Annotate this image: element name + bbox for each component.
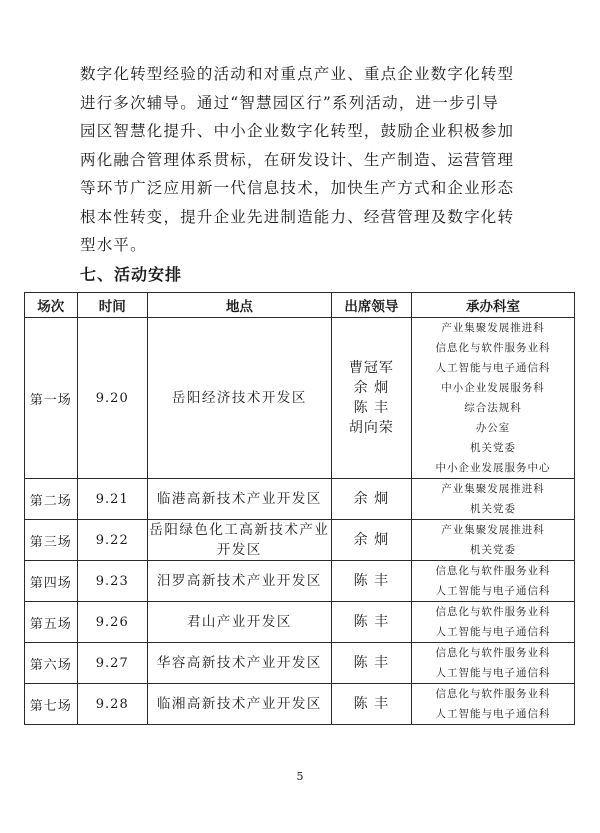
leader-name: 余 炯	[353, 532, 390, 548]
office-name: 信息化与软件服务业科	[435, 342, 551, 354]
page-number: 5	[296, 770, 304, 783]
offices-cell	[411, 643, 574, 684]
header-offices: 承办科室	[411, 293, 574, 318]
office-name: 信息化与软件服务业科	[435, 688, 551, 700]
office-name: 办公室	[475, 422, 511, 434]
paragraph-line: 两化融合管理体系贯标，在研发设计、生产制造、运营管理	[80, 150, 515, 169]
office-name: 产业集聚发展推进科	[441, 322, 545, 334]
session-cell: 第六场	[25, 643, 78, 684]
table-row	[25, 643, 575, 684]
leader-name: 陈 丰	[353, 614, 390, 630]
office-name: 机关党委	[469, 503, 516, 515]
body-paragraph	[80, 60, 540, 260]
office-name: 综合法规科	[464, 402, 522, 414]
session-cell: 第四场	[25, 561, 78, 602]
section-heading: 七、活动安排	[80, 265, 183, 284]
office-name: 信息化与软件服务业科	[435, 565, 551, 577]
leaders-cell	[331, 520, 411, 561]
offices-cell	[411, 318, 574, 479]
paragraph-line: 型水平。	[80, 236, 147, 254]
office-name: 信息化与软件服务业科	[435, 647, 551, 659]
leader-name: 余 炯	[353, 491, 390, 507]
time-cell: 9.20	[77, 318, 148, 479]
table-header-row	[25, 293, 575, 318]
offices-cell	[411, 520, 574, 561]
office-name: 产业集聚发展推进科	[441, 524, 545, 536]
office-name: 人工智能与电子通信科	[435, 667, 551, 679]
time-cell: 9.21	[77, 479, 148, 520]
offices-cell	[411, 684, 574, 725]
leader-name: 陈 丰	[353, 696, 390, 712]
office-name: 人工智能与电子通信科	[435, 585, 551, 597]
leaders-cell	[331, 479, 411, 520]
header-leaders: 出席领导	[331, 293, 411, 318]
leader-name: 陈 丰	[353, 655, 390, 671]
table-row	[25, 602, 575, 643]
paragraph-line: 园区智慧化提升、中小企业数字化转型，鼓励企业积极参加	[80, 122, 515, 140]
table-row	[25, 684, 575, 725]
office-name: 中小企业发展服务中心	[435, 462, 551, 474]
location-cell: 岳阳绿色化工高新技术产业开发区	[148, 520, 332, 561]
paragraph-line: 进行多次辅导。通过“智慧园区行”系列活动，进一步引导	[80, 93, 500, 112]
location-cell: 临港高新技术产业开发区	[148, 479, 332, 520]
table-row	[25, 520, 575, 561]
office-name: 机关党委	[469, 442, 516, 454]
header-time: 时间	[77, 293, 148, 318]
office-name: 中小企业发展服务科	[441, 382, 545, 394]
office-name: 产业集聚发展推进科	[441, 483, 545, 495]
offices-cell	[411, 561, 574, 602]
leader-name: 曹冠军	[348, 360, 394, 376]
time-cell: 9.28	[77, 684, 148, 725]
office-name: 人工智能与电子通信科	[435, 626, 551, 638]
table-row	[25, 479, 575, 520]
location-cell: 临湘高新技术产业开发区	[148, 684, 332, 725]
session-cell: 第五场	[25, 602, 78, 643]
leaders-cell	[331, 602, 411, 643]
header-location: 地点	[148, 293, 332, 318]
time-cell: 9.26	[77, 602, 148, 643]
leader-name: 胡向荣	[348, 420, 394, 436]
schedule-table	[24, 292, 575, 725]
location-cell: 君山产业开发区	[148, 602, 332, 643]
time-cell: 9.23	[77, 561, 148, 602]
table-row	[25, 318, 575, 479]
session-cell: 第二场	[25, 479, 78, 520]
leaders-cell	[331, 643, 411, 684]
leaders-cell	[331, 561, 411, 602]
location-cell: 华容高新技术产业开发区	[148, 643, 332, 684]
header-session: 场次	[25, 293, 78, 318]
time-cell: 9.22	[77, 520, 148, 561]
office-name: 机关党委	[469, 544, 516, 556]
session-cell: 第三场	[25, 520, 78, 561]
session-cell: 第七场	[25, 684, 78, 725]
office-name: 人工智能与电子通信科	[435, 708, 551, 720]
paragraph-line: 根本性转变，提升企业先进制造能力、经营管理及数字化转	[80, 207, 515, 226]
paragraph-line: 数字化转型经验的活动和对重点产业、重点企业数字化转型	[80, 65, 515, 83]
offices-cell	[411, 602, 574, 643]
leader-name: 陈 丰	[353, 573, 390, 589]
leaders-cell	[331, 318, 411, 479]
leader-name: 陈 丰	[353, 400, 390, 416]
leader-name: 余 炯	[353, 380, 390, 396]
time-cell: 9.27	[77, 643, 148, 684]
paragraph-line: 等环节广泛应用新一代信息技术，加快生产方式和企业形态	[80, 179, 515, 197]
leaders-cell	[331, 684, 411, 725]
location-cell: 岳阳经济技术开发区	[148, 318, 332, 479]
session-cell: 第一场	[25, 318, 78, 479]
location-cell: 汨罗高新技术产业开发区	[148, 561, 332, 602]
offices-cell	[411, 479, 574, 520]
office-name: 人工智能与电子通信科	[435, 362, 551, 374]
office-name: 信息化与软件服务业科	[435, 606, 551, 618]
table-row	[25, 561, 575, 602]
